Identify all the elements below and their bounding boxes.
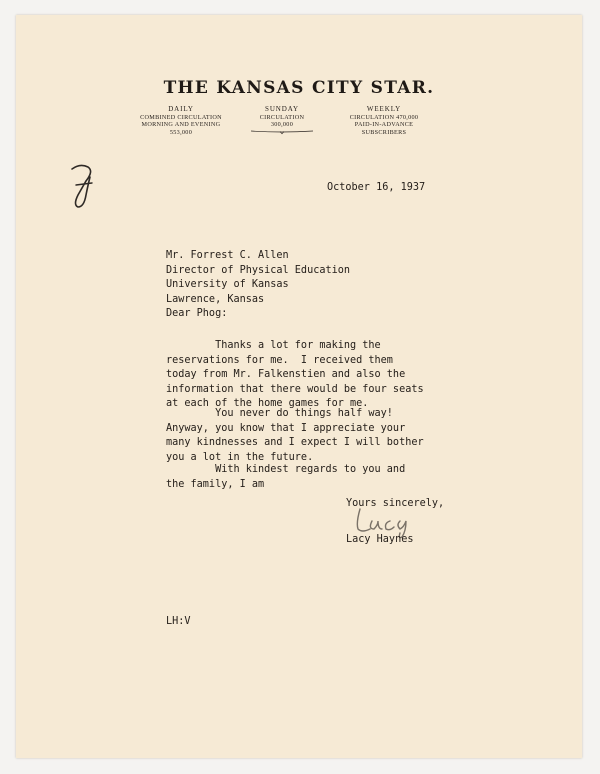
- recipient-address: [166, 249, 350, 307]
- body-line: With kindest regards to you and: [166, 464, 406, 475]
- weekly-line2: PAID-IN-ADVANCE: [354, 121, 414, 129]
- body-line: at each of the home games for me.: [166, 398, 369, 409]
- body-paragraph-2: [166, 407, 424, 465]
- daily-circulation: [126, 106, 236, 136]
- body-line: today from Mr. Falkenstien and also the: [166, 369, 406, 380]
- body-line: the family, I am: [166, 478, 265, 490]
- body-line: You never do things half way!: [166, 408, 393, 419]
- body-paragraph-3: [166, 463, 405, 492]
- body-line: Anyway, you know that I appreciate your: [166, 422, 406, 434]
- daily-line2: MORNING AND EVENING: [141, 121, 221, 129]
- body-line: Thanks a lot for making the: [166, 340, 381, 351]
- signer-name: Lacy Haynes: [346, 534, 414, 545]
- recipient-line: Director of Physical Education: [166, 264, 351, 276]
- sunday-line1: CIRCULATION: [259, 113, 305, 121]
- closing: Yours sincerely,: [346, 498, 445, 509]
- daily-heading: DAILY: [168, 105, 194, 113]
- letter-page: [16, 15, 582, 758]
- handwritten-mark-icon: [64, 155, 104, 215]
- body-line: you a lot in the future.: [166, 451, 314, 463]
- newspaper-masthead: THE KANSAS CITY STAR.: [163, 78, 435, 98]
- weekly-line1: CIRCULATION 470,000: [349, 113, 419, 121]
- recipient-line: Lawrence, Kansas: [166, 293, 265, 305]
- weekly-line3: SUBSCRIBERS: [361, 128, 407, 136]
- body-line: information that there would be four seats: [166, 383, 424, 395]
- typist-initials: LH:V: [166, 616, 191, 627]
- recipient-line: Mr. Forrest C. Allen: [166, 250, 289, 261]
- body-line: many kindnesses and I expect I will bother: [166, 437, 424, 448]
- daily-line1: COMBINED CIRCULATION: [140, 113, 222, 121]
- weekly-heading: WEEKLY: [366, 105, 402, 113]
- sunday-line2: 300,000: [270, 121, 294, 129]
- salutation: Dear Phog:: [166, 308, 228, 319]
- recipient-line: University of Kansas: [166, 279, 289, 290]
- flourish-ornament: [249, 129, 315, 135]
- body-paragraph-1: [166, 339, 424, 412]
- body-line: reservations for me. I received them: [166, 354, 393, 366]
- letter-date: October 16, 1937: [327, 182, 426, 193]
- weekly-circulation: [328, 106, 440, 136]
- sunday-heading: SUNDAY: [265, 105, 299, 113]
- sunday-circulation: [246, 106, 318, 129]
- daily-line3: 553,000: [169, 128, 193, 136]
